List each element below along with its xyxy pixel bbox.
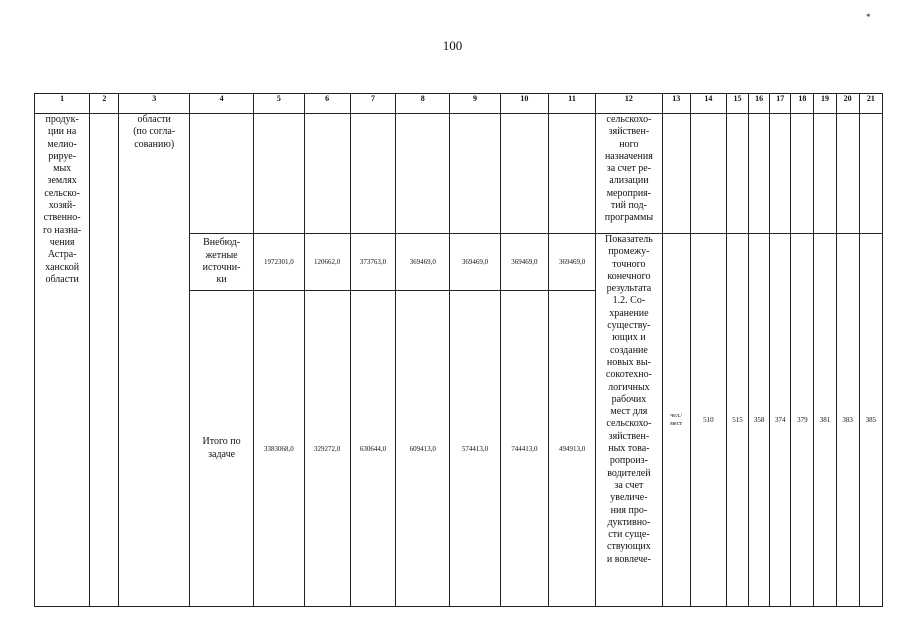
amount-cell: 369469,0 bbox=[396, 234, 450, 291]
header-cell: 7 bbox=[350, 94, 395, 114]
empty-cell bbox=[189, 114, 253, 234]
header-cell: 2 bbox=[90, 94, 119, 114]
indicator-value-cell: 510 bbox=[690, 234, 726, 607]
empty-cell bbox=[90, 114, 119, 607]
empty-cell bbox=[304, 114, 350, 234]
indicator-text-cell: Показатель промежу- точного конечного результата 1.2. Со- хранение существу- ющих и создание новых вы- сокотехно- логичных рабочих мест для сельскохо- зяйствен- ных това- ропроиз- водителей за счет увеличе- ния про- дуктивно- сти суще- ствующих и вовлече- bbox=[596, 234, 662, 607]
budget-table bbox=[34, 93, 883, 607]
task-total-label: Итого по задаче bbox=[189, 291, 253, 607]
amount-cell: 574413,0 bbox=[450, 291, 500, 607]
empty-cell bbox=[791, 114, 814, 234]
header-cell: 16 bbox=[749, 94, 770, 114]
table-row bbox=[35, 114, 883, 234]
header-cell: 18 bbox=[791, 94, 814, 114]
empty-cell bbox=[662, 114, 690, 234]
indicator-value-cell: 515 bbox=[726, 234, 748, 607]
indicator-value-cell: 379 bbox=[791, 234, 814, 607]
empty-cell bbox=[726, 114, 748, 234]
header-cell: 9 bbox=[450, 94, 500, 114]
amount-cell: 373763,0 bbox=[350, 234, 395, 291]
header-cell: 13 bbox=[662, 94, 690, 114]
header-cell: 3 bbox=[119, 94, 189, 114]
header-cell: 14 bbox=[690, 94, 726, 114]
empty-cell bbox=[254, 114, 304, 234]
header-cell: 10 bbox=[500, 94, 548, 114]
empty-cell bbox=[548, 114, 595, 234]
amount-cell: 3383068,0 bbox=[254, 291, 304, 607]
amount-cell: 1972301,0 bbox=[254, 234, 304, 291]
empty-cell bbox=[814, 114, 836, 234]
unit-cell: чел./ мест bbox=[662, 234, 690, 607]
header-cell: 17 bbox=[770, 94, 791, 114]
empty-cell bbox=[396, 114, 450, 234]
amount-cell: 744413,0 bbox=[500, 291, 548, 607]
indicator-value-cell: 383 bbox=[836, 234, 859, 607]
amount-cell: 630644,0 bbox=[350, 291, 395, 607]
header-cell: 21 bbox=[859, 94, 882, 114]
empty-cell bbox=[749, 114, 770, 234]
header-cell: 20 bbox=[836, 94, 859, 114]
header-cell: 4 bbox=[189, 94, 253, 114]
page-number: 100 bbox=[442, 38, 463, 53]
empty-cell bbox=[350, 114, 395, 234]
header-cell: 8 bbox=[396, 94, 450, 114]
amount-cell: 609413,0 bbox=[396, 291, 450, 607]
empty-cell bbox=[450, 114, 500, 234]
header-cell: 6 bbox=[304, 94, 350, 114]
amount-cell: 369469,0 bbox=[450, 234, 500, 291]
corner-mark: * bbox=[866, 12, 871, 22]
product-description-cell: продук- ции на мелио- рируе- мых землях сельско- хозяй- ственно- го назна- чения Астра- ханской области bbox=[35, 114, 90, 607]
indicator-value-cell: 381 bbox=[814, 234, 836, 607]
header-cell: 12 bbox=[596, 94, 662, 114]
header-cell: 15 bbox=[726, 94, 748, 114]
indicator-value-cell: 374 bbox=[770, 234, 791, 607]
indicator-value-cell: 358 bbox=[749, 234, 770, 607]
indicator-text-cell: сельскохо- зяйствен- ного назначения за счет ре- ализации мероприя- тий под- программы bbox=[596, 114, 662, 234]
header-cell: 5 bbox=[254, 94, 304, 114]
header-cell: 11 bbox=[548, 94, 595, 114]
amount-cell: 369469,0 bbox=[548, 234, 595, 291]
header-cell: 19 bbox=[814, 94, 836, 114]
header-cell: 1 bbox=[35, 94, 90, 114]
amount-cell: 120662,0 bbox=[304, 234, 350, 291]
amount-cell: 329272,0 bbox=[304, 291, 350, 607]
empty-cell bbox=[770, 114, 791, 234]
header-row bbox=[35, 94, 883, 114]
empty-cell bbox=[859, 114, 882, 234]
amount-cell: 369469,0 bbox=[500, 234, 548, 291]
executor-cell: области (по согла- сованию) bbox=[119, 114, 189, 607]
empty-cell bbox=[836, 114, 859, 234]
amount-cell: 494913,0 bbox=[548, 291, 595, 607]
funding-source-label: Внебюд- жетные источни- ки bbox=[189, 234, 253, 291]
empty-cell bbox=[500, 114, 548, 234]
indicator-value-cell: 385 bbox=[859, 234, 882, 607]
empty-cell bbox=[690, 114, 726, 234]
